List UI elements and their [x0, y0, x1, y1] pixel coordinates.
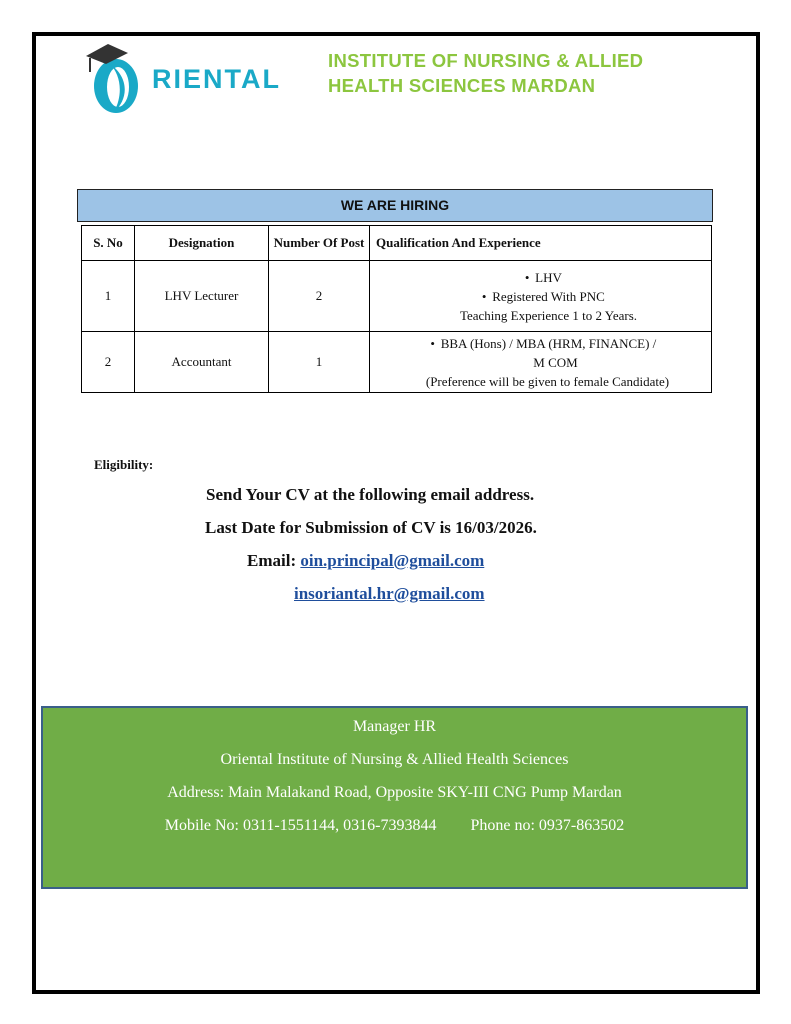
qual-note: (Preference will be given to female Candidate): [425, 373, 670, 389]
footer-contacts: [43, 817, 746, 835]
graduation-cap-o-icon: [80, 38, 155, 118]
cell-designation: LHV Lecturer: [135, 261, 269, 332]
institute-title: [328, 48, 643, 98]
last-date-text: Last Date for Submission of CV is 16/03/2026.: [205, 518, 537, 537]
cell-posts: 2: [269, 261, 370, 332]
send-cv-text: Send Your CV at the following email address.: [206, 485, 535, 504]
email-label: Email:: [247, 551, 297, 570]
cell-sno: 2: [82, 332, 135, 393]
logo-wordmark: RIENTAL: [152, 64, 281, 94]
cell-designation: Accountant: [135, 332, 269, 393]
email-link-hr[interactable]: insoriantal.hr@gmail.com: [294, 584, 485, 603]
footer-title: Manager HR: [352, 718, 437, 735]
cell-sno: 1: [82, 261, 135, 332]
header-posts: Number Of Post: [269, 226, 370, 261]
header-designation: Designation: [135, 226, 269, 261]
qual-continuation: M COM: [533, 354, 578, 370]
contact-footer: [41, 706, 748, 889]
table-row: [82, 332, 712, 393]
institute-title-line2: HEALTH SCIENCES MARDAN: [328, 75, 596, 96]
footer-mobile: Mobile No: 0311-1551144, 0316-7393844: [164, 817, 437, 834]
footer-phone: Phone no: 0937-863502: [470, 817, 625, 834]
email-link-principal[interactable]: oin.principal@gmail.com: [300, 551, 485, 570]
email-line-2: [294, 584, 485, 604]
qual-bullet: • Registered With PNC: [370, 287, 711, 306]
footer-address: Address: Main Malakand Road, Opposite SKY-III CNG Pump Mardan: [167, 784, 622, 801]
hiring-banner: WE ARE HIRING: [77, 189, 713, 222]
qual-note: Teaching Experience 1 to 2 Years.: [459, 307, 638, 323]
cell-posts: 1: [269, 332, 370, 393]
table-header-row: [82, 226, 712, 261]
email-line: [247, 551, 484, 571]
header-sno: S. No: [82, 226, 135, 261]
cell-qualification: [370, 261, 712, 332]
qual-bullet: • LHV: [370, 268, 711, 287]
header-qualification: Qualification And Experience: [370, 226, 712, 261]
footer-org: Oriental Institute of Nursing & Allied Health Sciences: [220, 751, 569, 768]
cell-qualification: [370, 332, 712, 393]
table-row: [82, 261, 712, 332]
qual-bullet: • BBA (Hons) / MBA (HRM, FINANCE) /: [370, 334, 711, 353]
institute-title-line1: INSTITUTE OF NURSING & ALLIED: [328, 50, 644, 71]
oriental-logo: [80, 38, 290, 118]
eligibility-label: Eligibility:: [94, 457, 154, 472]
vacancy-table: [81, 225, 712, 393]
